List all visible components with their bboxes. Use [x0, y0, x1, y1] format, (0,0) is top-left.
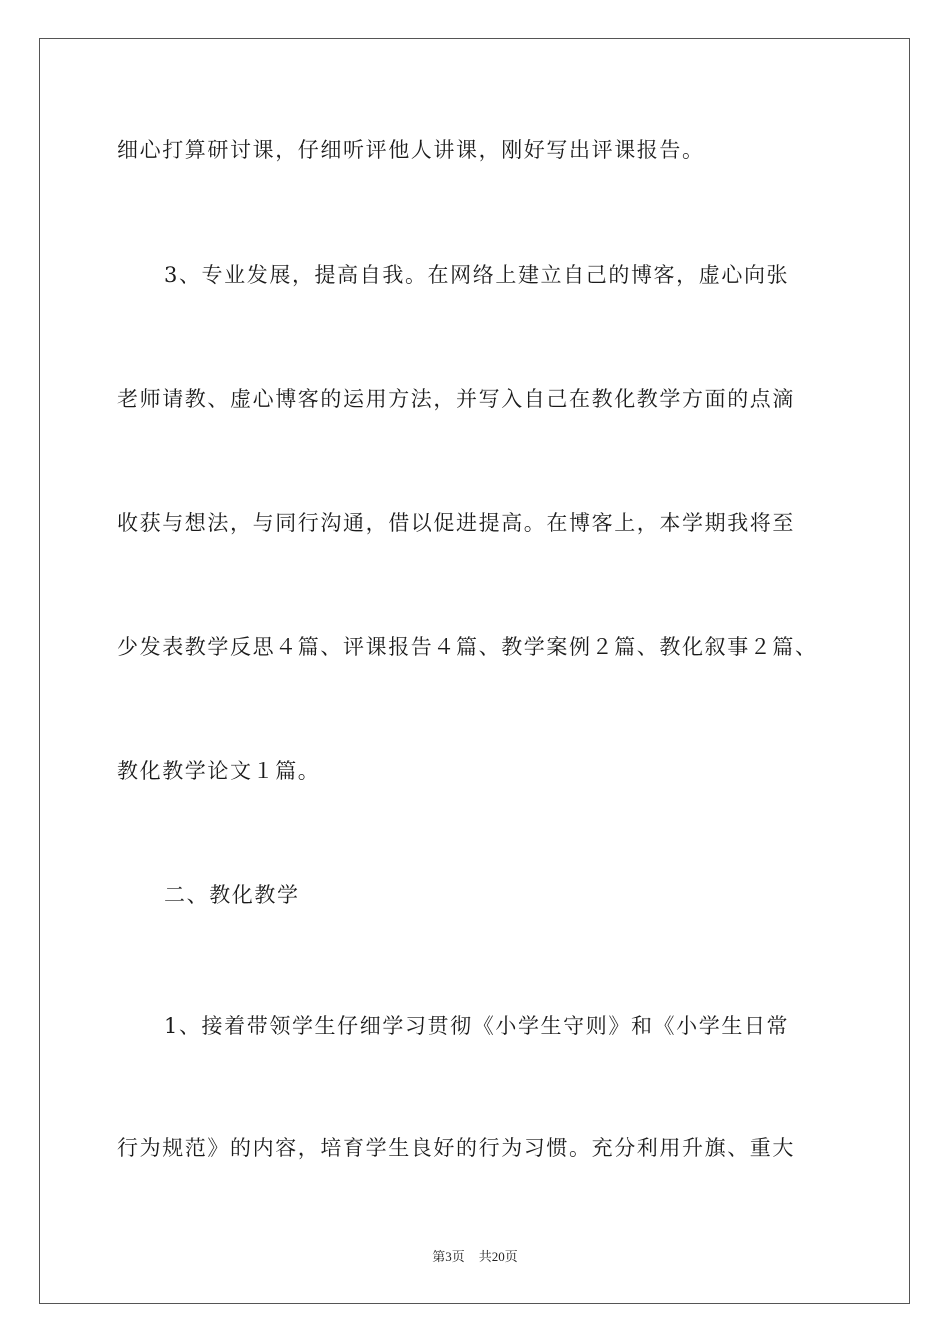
paragraph-3-line-5: 教化教学论文１篇。: [117, 759, 321, 783]
paragraph-1-line-1: 1、接着带领学生仔细学习贯彻《小学生守则》和《小学生日常: [164, 1014, 790, 1038]
paragraph-3-line-3: 收获与想法，与同行沟通，借以促进提高。在博客上，本学期我将至: [117, 511, 795, 535]
page-border: [39, 38, 910, 1304]
paragraph-1-line-2: 行为规范》的内容，培育学生良好的行为习惯。充分利用升旗、重大: [117, 1136, 795, 1160]
page-total: 共20页: [478, 1249, 518, 1264]
paragraph-3-line-4: 少发表教学反思４篇、评课报告４篇、教学案例２篇、教化叙事２篇、: [117, 635, 818, 659]
page-number: 第3页: [432, 1249, 465, 1264]
paragraph-3-line-2: 老师请教、虚心博客的运用方法，并写入自己在教化教学方面的点滴: [117, 387, 795, 411]
body-line-1: 细心打算研讨课，仔细听评他人讲课，刚好写出评课报告。: [117, 138, 705, 162]
section-heading: 二、教化教学: [164, 883, 300, 907]
page-footer: [0, 1248, 950, 1266]
paragraph-3-line-1: 3、专业发展，提高自我。在网络上建立自己的博客，虚心向张: [164, 263, 790, 287]
